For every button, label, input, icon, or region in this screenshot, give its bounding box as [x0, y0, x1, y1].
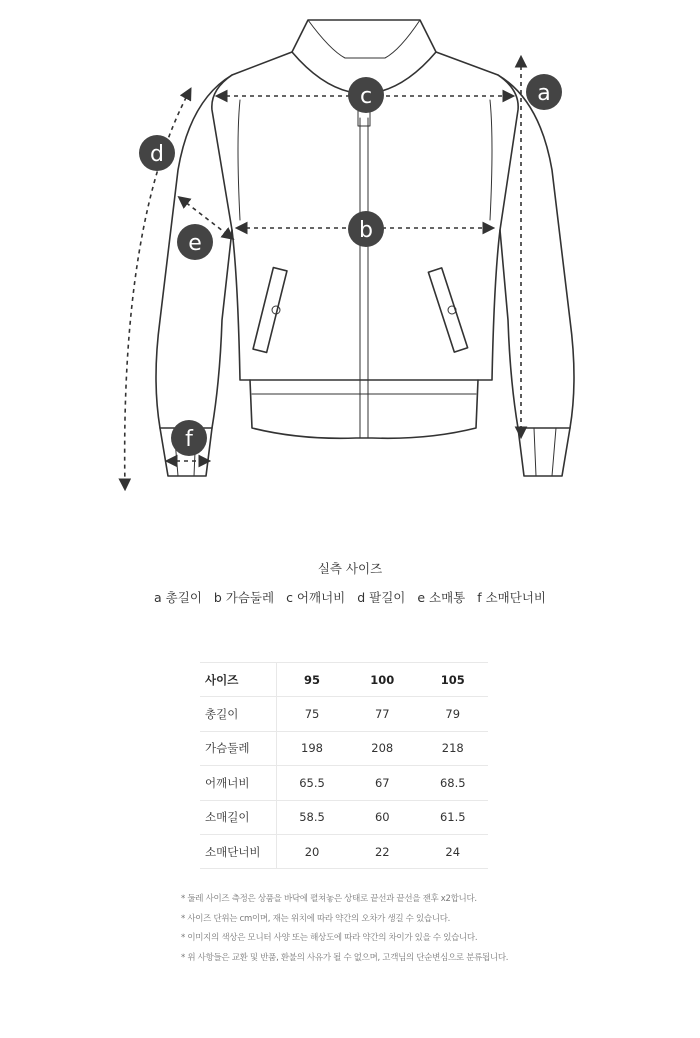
table-cell: 77 [347, 697, 417, 731]
row-label: 총길이 [200, 697, 277, 731]
table-cell: 198 [277, 731, 347, 765]
left-pocket [253, 268, 287, 353]
note-line: * 사이즈 단위는 cm이며, 재는 위치에 따라 약간의 오차가 생길 수 있습니다. [181, 913, 451, 924]
table-cell: 20 [277, 834, 347, 868]
legend-item-a: a 총길이 [154, 590, 202, 605]
legend-item-f: f 소매단너비 [477, 590, 546, 605]
row-label: 어깨너비 [200, 766, 277, 800]
table-header-cell: 105 [418, 663, 489, 697]
notes [181, 890, 581, 969]
note-line: * 둘레 사이즈 측정은 상품을 바닥에 펼쳐놓은 상태로 끝선과 끝선을 잰후 x2합니다. [181, 894, 477, 904]
marker-c [348, 77, 384, 113]
size-table [200, 662, 488, 869]
marker-e [177, 224, 213, 260]
table-cell: 61.5 [418, 800, 489, 834]
row-label: 가슴둘레 [200, 731, 277, 765]
table-cell: 60 [347, 800, 417, 834]
table-cell: 22 [347, 834, 417, 868]
svg-text:f: f [185, 427, 193, 452]
hem-band [250, 380, 478, 438]
note-line: * 이미지의 색상은 모니터 사양 또는 해상도에 따라 약간의 차이가 있을 수 있습니다. [181, 933, 478, 944]
table-cell: 79 [418, 697, 489, 731]
jacket-illustration [0, 0, 700, 500]
marker-a [526, 74, 562, 110]
table-row [200, 697, 488, 731]
note-line: * 위 사항들은 교환 및 반품, 환불의 사유가 될 수 없으며, 고객님의 단순변심으로 분류됩니다. [181, 953, 509, 964]
section-title: 실측 사이즈 [317, 561, 383, 576]
table-row [200, 731, 488, 765]
svg-text:d: d [150, 142, 164, 167]
zipper [360, 118, 368, 438]
marker-b [348, 211, 384, 247]
legend-item-d: d 팔길이 [357, 590, 406, 605]
table-header-cell: 100 [347, 663, 417, 697]
legend-item-b: b 가슴둘레 [213, 590, 275, 605]
table-cell: 218 [418, 731, 489, 765]
right-sleeve-outline [498, 75, 574, 428]
svg-text:c: c [359, 84, 373, 109]
table-cell: 67 [347, 766, 417, 800]
marker-f [171, 420, 207, 456]
table-cell: 75 [277, 697, 347, 731]
table-row [200, 834, 488, 868]
legend-item-c: c 어깨너비 [286, 590, 346, 605]
measurement-legend [0, 588, 700, 606]
table-cell: 65.5 [277, 766, 347, 800]
legend-item-e: e 소매통 [417, 590, 466, 605]
table-cell: 24 [418, 834, 489, 868]
table-header-cell: 사이즈 [200, 663, 277, 697]
row-label: 소매단너비 [200, 834, 277, 868]
table-header-cell: 95 [277, 663, 347, 697]
table-cell: 58.5 [277, 800, 347, 834]
table-row [200, 800, 488, 834]
table-header-row [200, 663, 488, 697]
table-row [200, 766, 488, 800]
marker-d [139, 135, 175, 171]
table-cell: 68.5 [418, 766, 489, 800]
row-label: 소매길이 [200, 800, 277, 834]
svg-text:e: e [188, 231, 202, 256]
svg-text:a: a [537, 81, 551, 106]
table-cell: 208 [347, 731, 417, 765]
jacket-measurement-diagram [0, 0, 700, 500]
svg-text:b: b [359, 218, 373, 243]
collar-outline [292, 20, 436, 52]
